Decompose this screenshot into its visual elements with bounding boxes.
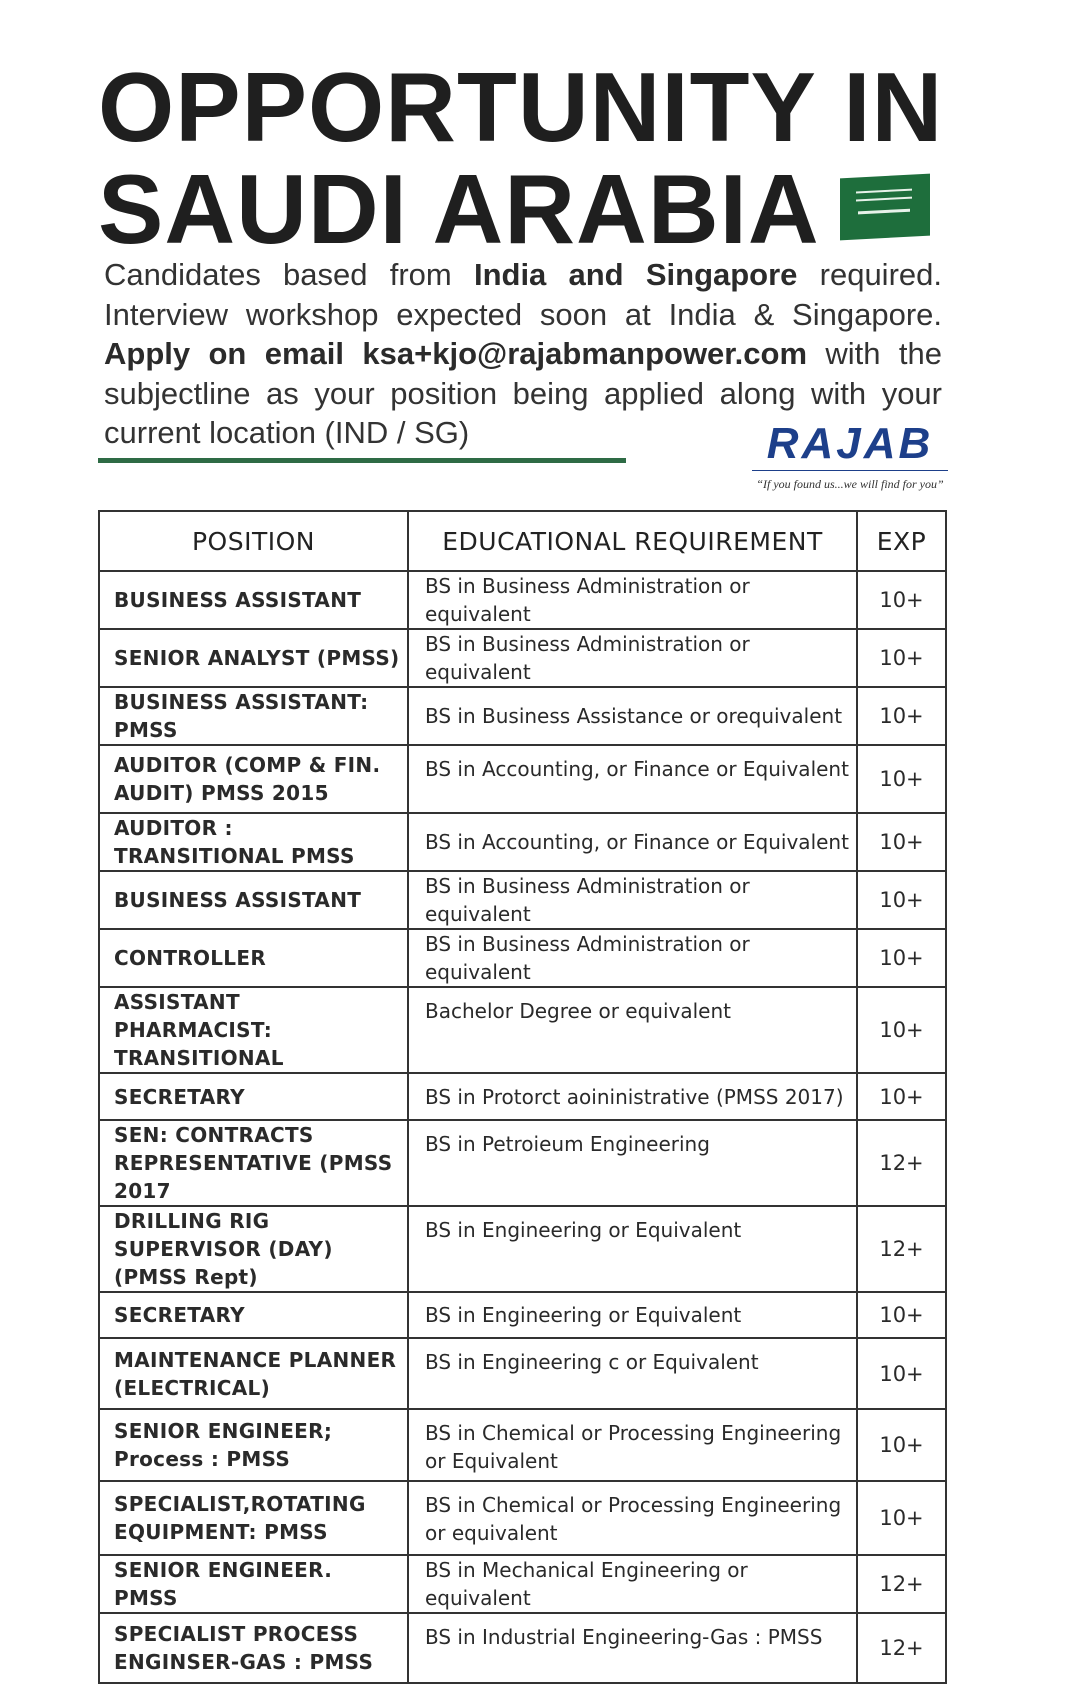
exp-cell: 10+ [857,1409,946,1481]
position-cell: SENIOR ANALYST (PMSS) [99,629,408,687]
education-cell: BS in Chemical or Processing Engineering or equivalent [408,1481,857,1555]
exp-cell: 12+ [857,1120,946,1206]
education-cell: BS in Protorct aoininistrative (PMSS 2017) [408,1073,857,1120]
table-row [99,1409,946,1481]
headline-line-2-text: SAUDI ARABIA [98,154,820,264]
exp-cell: 10+ [857,987,946,1073]
position-cell: MAINTENANCE PLANNER (ELECTRICAL) [99,1338,408,1409]
education-cell: BS in Engineering c or Equivalent [408,1338,857,1409]
table-row [99,1338,946,1409]
education-cell: BS in Business Administration or equivalent [408,571,857,629]
table-row [99,1292,946,1338]
header-exp: EXP [857,511,946,571]
intro-text-1c: required. [797,257,942,292]
exp-cell: 10+ [857,871,946,929]
education-cell: BS in Business Administration or equivalent [408,871,857,929]
table-row [99,929,946,987]
education-cell: BS in Accounting, or Finance or Equivalent [408,813,857,871]
education-cell: Bachelor Degree or equivalent [408,987,857,1073]
position-cell: SENIOR ENGINEER. PMSS [99,1555,408,1613]
position-cell: BUSINESS ASSISTANT [99,871,408,929]
exp-cell: 10+ [857,1481,946,1555]
position-cell: SENIOR ENGINEER; Process : PMSS [99,1409,408,1481]
jobs-table [98,510,947,1684]
education-cell: BS in Engineering or Equivalent [408,1206,857,1292]
exp-cell: 10+ [857,1292,946,1338]
table-row [99,1073,946,1120]
table-row [99,1555,946,1613]
intro-line-2: Interview workshop expected soon at India & Singapore. [104,296,942,332]
intro-text-1a: Candidates based from [104,257,474,292]
position-cell: ASSISTANT PHARMACIST: TRANSITIONAL [99,987,408,1073]
exp-cell: 12+ [857,1613,946,1683]
flag-sword-mark [858,209,910,215]
exp-cell: 12+ [857,1206,946,1292]
position-cell: DRILLING RIG SUPERVISOR (DAY) (PMSS Rept) [99,1206,408,1292]
position-cell: SPECIALIST PROCESS ENGINSER-GAS : PMSS [99,1613,408,1683]
education-cell: BS in Accounting, or Finance or Equivalent [408,745,857,813]
table-row [99,987,946,1073]
position-cell: AUDITOR : TRANSITIONAL PMSS [99,813,408,871]
headline-line-2 [98,154,943,264]
exp-cell: 10+ [857,813,946,871]
position-cell: AUDITOR (COMP & FIN. AUDIT) PMSS 2015 [99,745,408,813]
flag-script-mark [856,189,912,202]
intro-line-1 [104,255,942,295]
table-row [99,745,946,813]
position-cell: BUSINESS ASSISTANT: PMSS [99,687,408,745]
headline [98,52,944,264]
intro-line-4: subjectline as your position being applied along with your [104,375,942,411]
exp-cell: 10+ [857,745,946,813]
position-cell: BUSINESS ASSISTANT [99,571,408,629]
position-cell: SPECIALIST,ROTATING EQUIPMENT: PMSS [99,1481,408,1555]
header-education: EDUCATIONAL REQUIREMENT [408,511,857,571]
table-header-row [99,511,946,571]
table-row [99,871,946,929]
position-cell: CONTROLLER [99,929,408,987]
table-row [99,813,946,871]
education-cell: BS in Engineering or Equivalent [408,1292,857,1338]
education-cell: BS in Industrial Engineering-Gas : PMSS [408,1613,857,1683]
exp-cell: 10+ [857,687,946,745]
green-divider [98,458,626,463]
table-row [99,1481,946,1555]
exp-cell: 10+ [857,629,946,687]
logo-mark: RAJAB [766,419,934,468]
exp-cell: 10+ [857,571,946,629]
exp-cell: 10+ [857,1338,946,1409]
logo-tagline: “If you found us...we will find for you” [756,477,944,491]
table-row [99,629,946,687]
education-cell: BS in Business Administration or equivalent [408,629,857,687]
table-row [99,1206,946,1292]
header-position: POSITION [99,511,408,571]
exp-cell: 12+ [857,1555,946,1613]
intro-text-1b: India and Singapore [473,257,798,292]
headline-line-1: OPPORTUNITY IN [98,52,944,162]
intro-line-5: current location (IND / SG) [104,415,470,450]
position-cell: SEN: CONTRACTS REPRESENTATIVE (PMSS 2017 [99,1120,408,1206]
logo-rule [752,470,948,471]
exp-cell: 10+ [857,929,946,987]
education-cell: BS in Chemical or Processing Engineering or Equivalent [408,1409,857,1481]
education-cell: BS in Business Administration or equivalent [408,929,857,987]
table-row [99,571,946,629]
intro-line-3 [104,334,942,374]
rajab-logo [752,420,948,492]
exp-cell: 10+ [857,1073,946,1120]
education-cell: BS in Business Assistance or orequivalent [408,687,857,745]
saudi-flag-icon [840,174,930,241]
education-cell: BS in Mechanical Engineering or equivalent [408,1555,857,1613]
table-row [99,687,946,745]
education-cell: BS in Petroieum Engineering [408,1120,857,1206]
position-cell: SECRETARY [99,1292,408,1338]
apply-email: Apply on email ksa+kjo@rajabmanpower.com [104,336,808,371]
table-row [99,1613,946,1683]
table-row [99,1120,946,1206]
intro-text-3b: with the [807,336,942,371]
position-cell: SECRETARY [99,1073,408,1120]
